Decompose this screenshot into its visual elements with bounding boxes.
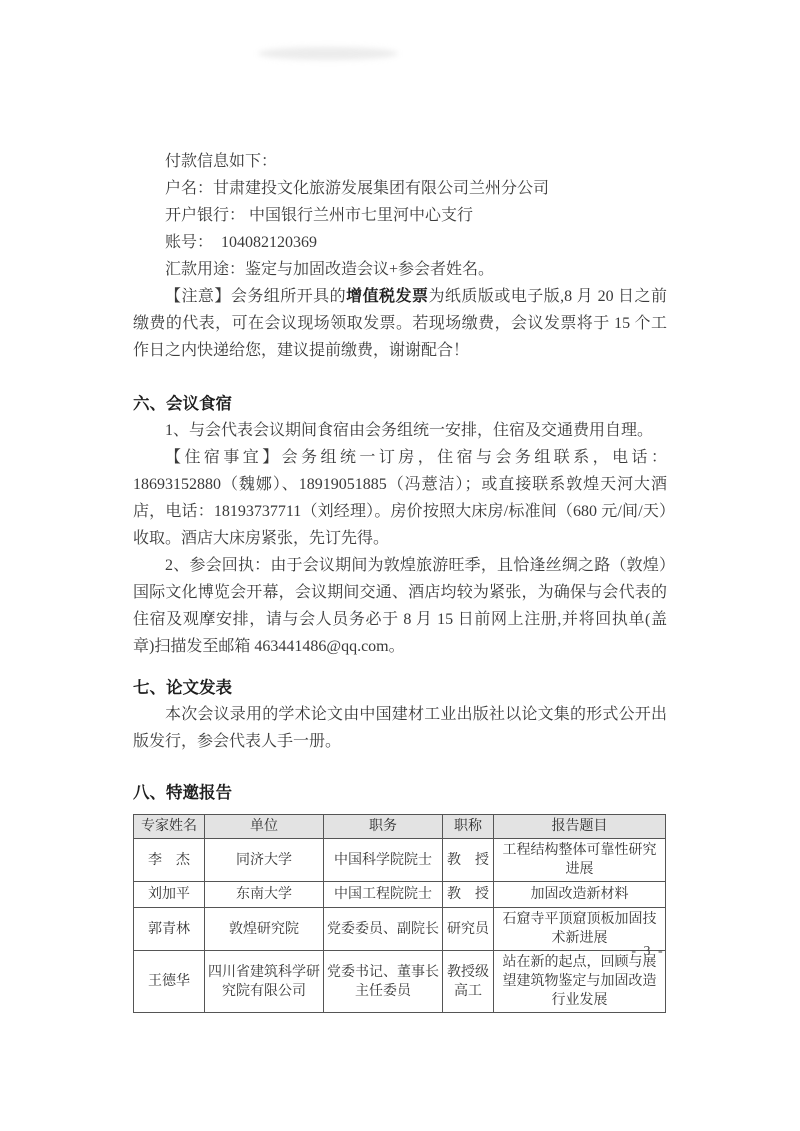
cell-organization: 东南大学 (205, 882, 324, 908)
cell-title-rank: 教 授 (443, 839, 494, 882)
payment-intro-line: 付款信息如下： (165, 153, 278, 170)
column-header-organization: 单位 (205, 815, 324, 839)
cell-report-topic: 加固改造新材料 (494, 882, 666, 908)
document-content (133, 148, 667, 1013)
cell-report-topic: 石窟寺平顶窟顶板加固技术新进展 (494, 908, 666, 951)
page-number: - 3 - (631, 944, 665, 959)
cell-position: 党委书记、董事长 主任委员 (324, 951, 443, 1013)
payment-account-number-line: 账号： 104082120369 (165, 234, 318, 251)
column-header-position: 职务 (324, 815, 443, 839)
cell-position: 中国科学院院士 (324, 839, 443, 882)
column-header-report-topic: 报告题目 (494, 815, 666, 839)
cell-organization: 同济大学 (205, 839, 324, 882)
column-header-title-rank: 职称 (443, 815, 494, 839)
meals-paragraph-receipt: 2、参会回执：由于会议期间为敦煌旅游旺季，且恰逢丝绸之路（敦煌）国际文化博览会开幕，会议期间交通、酒店均较为紧张，为确保与会代表的住宿及观摩安排，请与会人员务必于 8 月 15 日前网上注册,并将回执单(盖章)扫描发至邮箱 463441486@qq.com。 (133, 557, 667, 655)
cell-expert-name: 刘加平 (134, 882, 205, 908)
notice-suffix-text: 为纸质版或电子版,8 月 20 日之前缴费的代表，可在会议现场领取发票。若现场缴费，会议发票将于 15 个工作日之内快递给您，建议提前缴费，谢谢配合！ (133, 288, 667, 359)
cell-expert-name: 郭青林 (134, 908, 205, 951)
cell-position: 党委委员、副院长 (324, 908, 443, 951)
papers-paragraph: 本次会议录用的学术论文由中国建材工业出版社以论文集的形式公开出版发行，参会代表人手一册。 (133, 706, 667, 750)
cell-position: 中国工程院院士 (324, 882, 443, 908)
section-heading-reports: 八、特邀报告 (133, 783, 232, 802)
meals-paragraph-lodging: 【住宿事宜】会务组统一订房，住宿与会务组联系，电话：18693152880（魏娜）、18919051885（冯薏洁）；或直接联系敦煌天河大酒店，电话：18193737711（刘经理）。房价按照大床房/标准间（680 元/间/天）收取。酒店大床房紧张，先订先得。 (133, 449, 667, 547)
cell-expert-name: 王德华 (134, 951, 205, 1013)
table-header-row (134, 815, 666, 839)
scan-artifact-smudge (258, 47, 398, 60)
notice-prefix-text: 【注意】会务组所开具的 (165, 288, 347, 305)
cell-title-rank: 教授级高工 (443, 951, 494, 1013)
table-row (134, 951, 666, 1013)
invited-reports-table (133, 814, 666, 1013)
table-row (134, 908, 666, 951)
payment-info-block (165, 148, 667, 283)
payment-bank-line: 开户银行： 中国银行兰州市七里河中心支行 (165, 207, 474, 224)
cell-report-topic: 工程结构整体可靠性研究进展 (494, 839, 666, 882)
section-heading-meals: 六、会议食宿 (133, 394, 232, 413)
cell-expert-name: 李 杰 (134, 839, 205, 882)
cell-title-rank: 教 授 (443, 882, 494, 908)
invoice-notice-paragraph (133, 283, 667, 364)
cell-report-topic: 站在新的起点，回顾与展望建筑物鉴定与加固改造行业发展 (494, 951, 666, 1013)
section-heading-papers: 七、论文发表 (133, 678, 232, 697)
payment-account-name-line: 户名：甘肃建投文化旅游发展集团有限公司兰州分公司 (165, 180, 550, 197)
column-header-expert-name: 专家姓名 (134, 815, 205, 839)
meals-paragraph-arrangement: 1、与会代表会议期间食宿由会务组统一安排，住宿及交通费用自理。 (165, 422, 654, 439)
notice-vat-invoice-bold-text: 增值税发票 (346, 288, 429, 305)
table-row (134, 839, 666, 882)
cell-title-rank: 研究员 (443, 908, 494, 951)
payment-purpose-line: 汇款用途：鉴定与加固改造会议+参会者姓名。 (165, 261, 495, 278)
cell-organization: 四川省建筑科学研究院有限公司 (205, 951, 324, 1013)
cell-organization: 敦煌研究院 (205, 908, 324, 951)
table-row (134, 882, 666, 908)
